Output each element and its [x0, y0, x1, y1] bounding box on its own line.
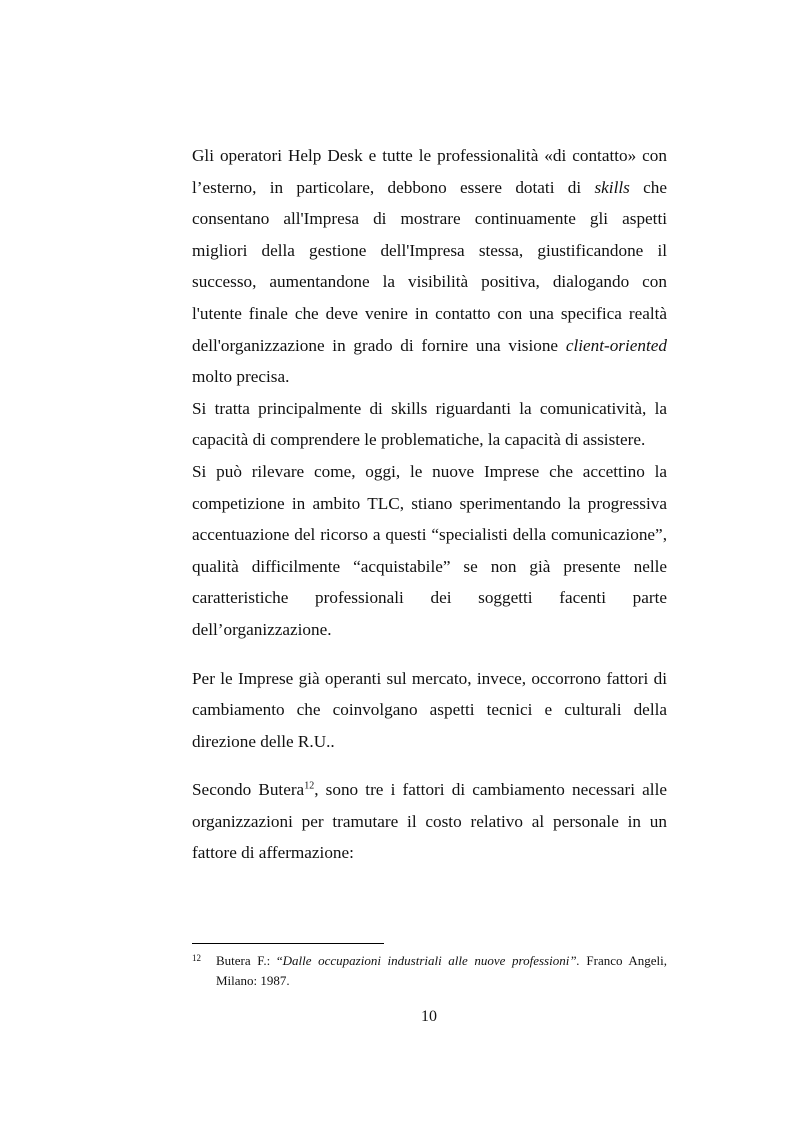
footnote-mark: 12 — [192, 953, 201, 963]
footnote-title: Dalle occupazioni industriali alle nuove professioni”. — [282, 953, 580, 968]
italic-term-client-oriented: client-oriented — [565, 335, 667, 355]
footnote: 12 Butera F.: “Dalle occupazioni industriali alle nuove professioni”. Franco Angeli, Milano: 1987. — [192, 953, 667, 988]
paragraph-help-desk: Gli operatori Help Desk e tutte le professionalità «di contatto» con l’esterno, in particolare, debbono essere dotati di skills che consentano all'Impresa di mostrare continuamente gli aspetti migliori della gestione dell'Impresa stessa, giustificandone il successo, aumentandone la visibilità positiva, dialogando con l'utente finale che deve venire in contatto con una specifica realtà dell'organizzazione in grado di fornire una visione client-oriented molto precisa. — [192, 146, 667, 387]
footnote-separator — [192, 943, 384, 944]
paragraph-new-enterprises: Si può rilevare come, oggi, le nuove Imprese che accettino la competizione in ambito TLC, stiano sperimentando la progressiva accentuazione del ricorso a questi “specialisti della comunicazione”, qualità difficilmente “acquistabile” se non già presente nelle caratteristiche professionali dei soggetti facenti parte dell’organizzazione. — [192, 461, 667, 639]
paragraph-skills: Si tratta principalmente di skills riguardanti la comunicatività, la capacità di comprendere le problematiche, la capacità di assistere. — [192, 398, 667, 450]
footnote-reference: 12 — [304, 780, 315, 792]
paragraph-butera: Secondo Butera$^{12}$, sono tre i fattori di cambiamento necessari alle organizzazioni per tramutare il costo relativo al personale in un fattore di affermazione: — [192, 780, 667, 863]
paragraph-existing-enterprises: Per le Imprese già operanti sul mercato, invece, occorrono fattori di cambiamento che coinvolgano aspetti tecnici e culturali della direzione delle R.U.. — [192, 668, 667, 751]
body-text — [192, 140, 667, 869]
page-number: 10 — [421, 1008, 437, 1025]
italic-term-skills: skills — [594, 177, 630, 197]
